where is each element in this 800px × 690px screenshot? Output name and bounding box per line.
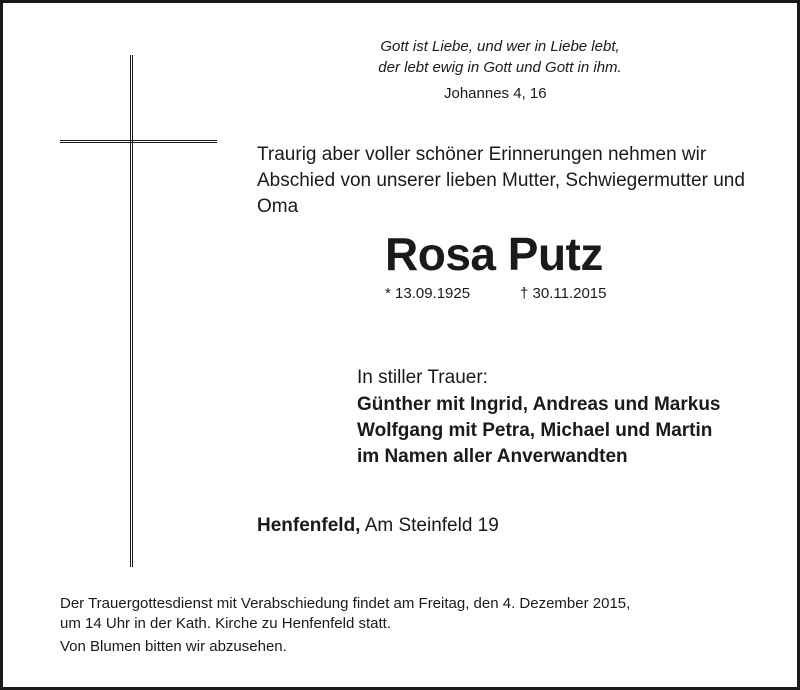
deceased-name: Rosa Putz (385, 228, 603, 280)
mourners-list (357, 392, 721, 470)
cross-vertical-bar (130, 55, 133, 567)
mourner-line: Günther mit Ingrid, Andreas und Markus (357, 394, 721, 415)
mourner-line: Wolfgang mit Petra, Michael und Martin (357, 420, 713, 441)
intro-text: Traurig aber voller schöner Erinnerungen nehmen wir Abschied von unserer lieben Mutter, Schwiegermutter und Oma (257, 144, 745, 217)
death-date: † 30.11.2015 (520, 285, 607, 302)
quote-reference: Johannes 4, 16 (444, 85, 547, 102)
service-info (60, 594, 760, 634)
mourner-line: im Namen aller Anverwandten (357, 446, 628, 467)
bible-quote (340, 36, 660, 78)
mourning-label: In stiller Trauer: (357, 367, 488, 388)
birth-date: * 13.09.1925 (385, 285, 471, 302)
service-line-2: um 14 Uhr in der Kath. Kirche zu Henfenfeld statt. (60, 615, 392, 632)
address (257, 515, 499, 537)
address-city: Henfenfeld, (257, 515, 361, 536)
address-street: Am Steinfeld 19 (364, 515, 499, 536)
service-line-1: Der Trauergottesdienst mit Verabschiedung findet am Freitag, den 4. Dezember 2015, (60, 595, 631, 612)
flowers-note: Von Blumen bitten wir abzusehen. (60, 638, 287, 655)
quote-line-1: Gott ist Liebe, und wer in Liebe lebt, (380, 38, 620, 55)
quote-line-2: der lebt ewig in Gott und Gott in ihm. (378, 59, 622, 76)
cross-horizontal-bar (60, 140, 217, 143)
